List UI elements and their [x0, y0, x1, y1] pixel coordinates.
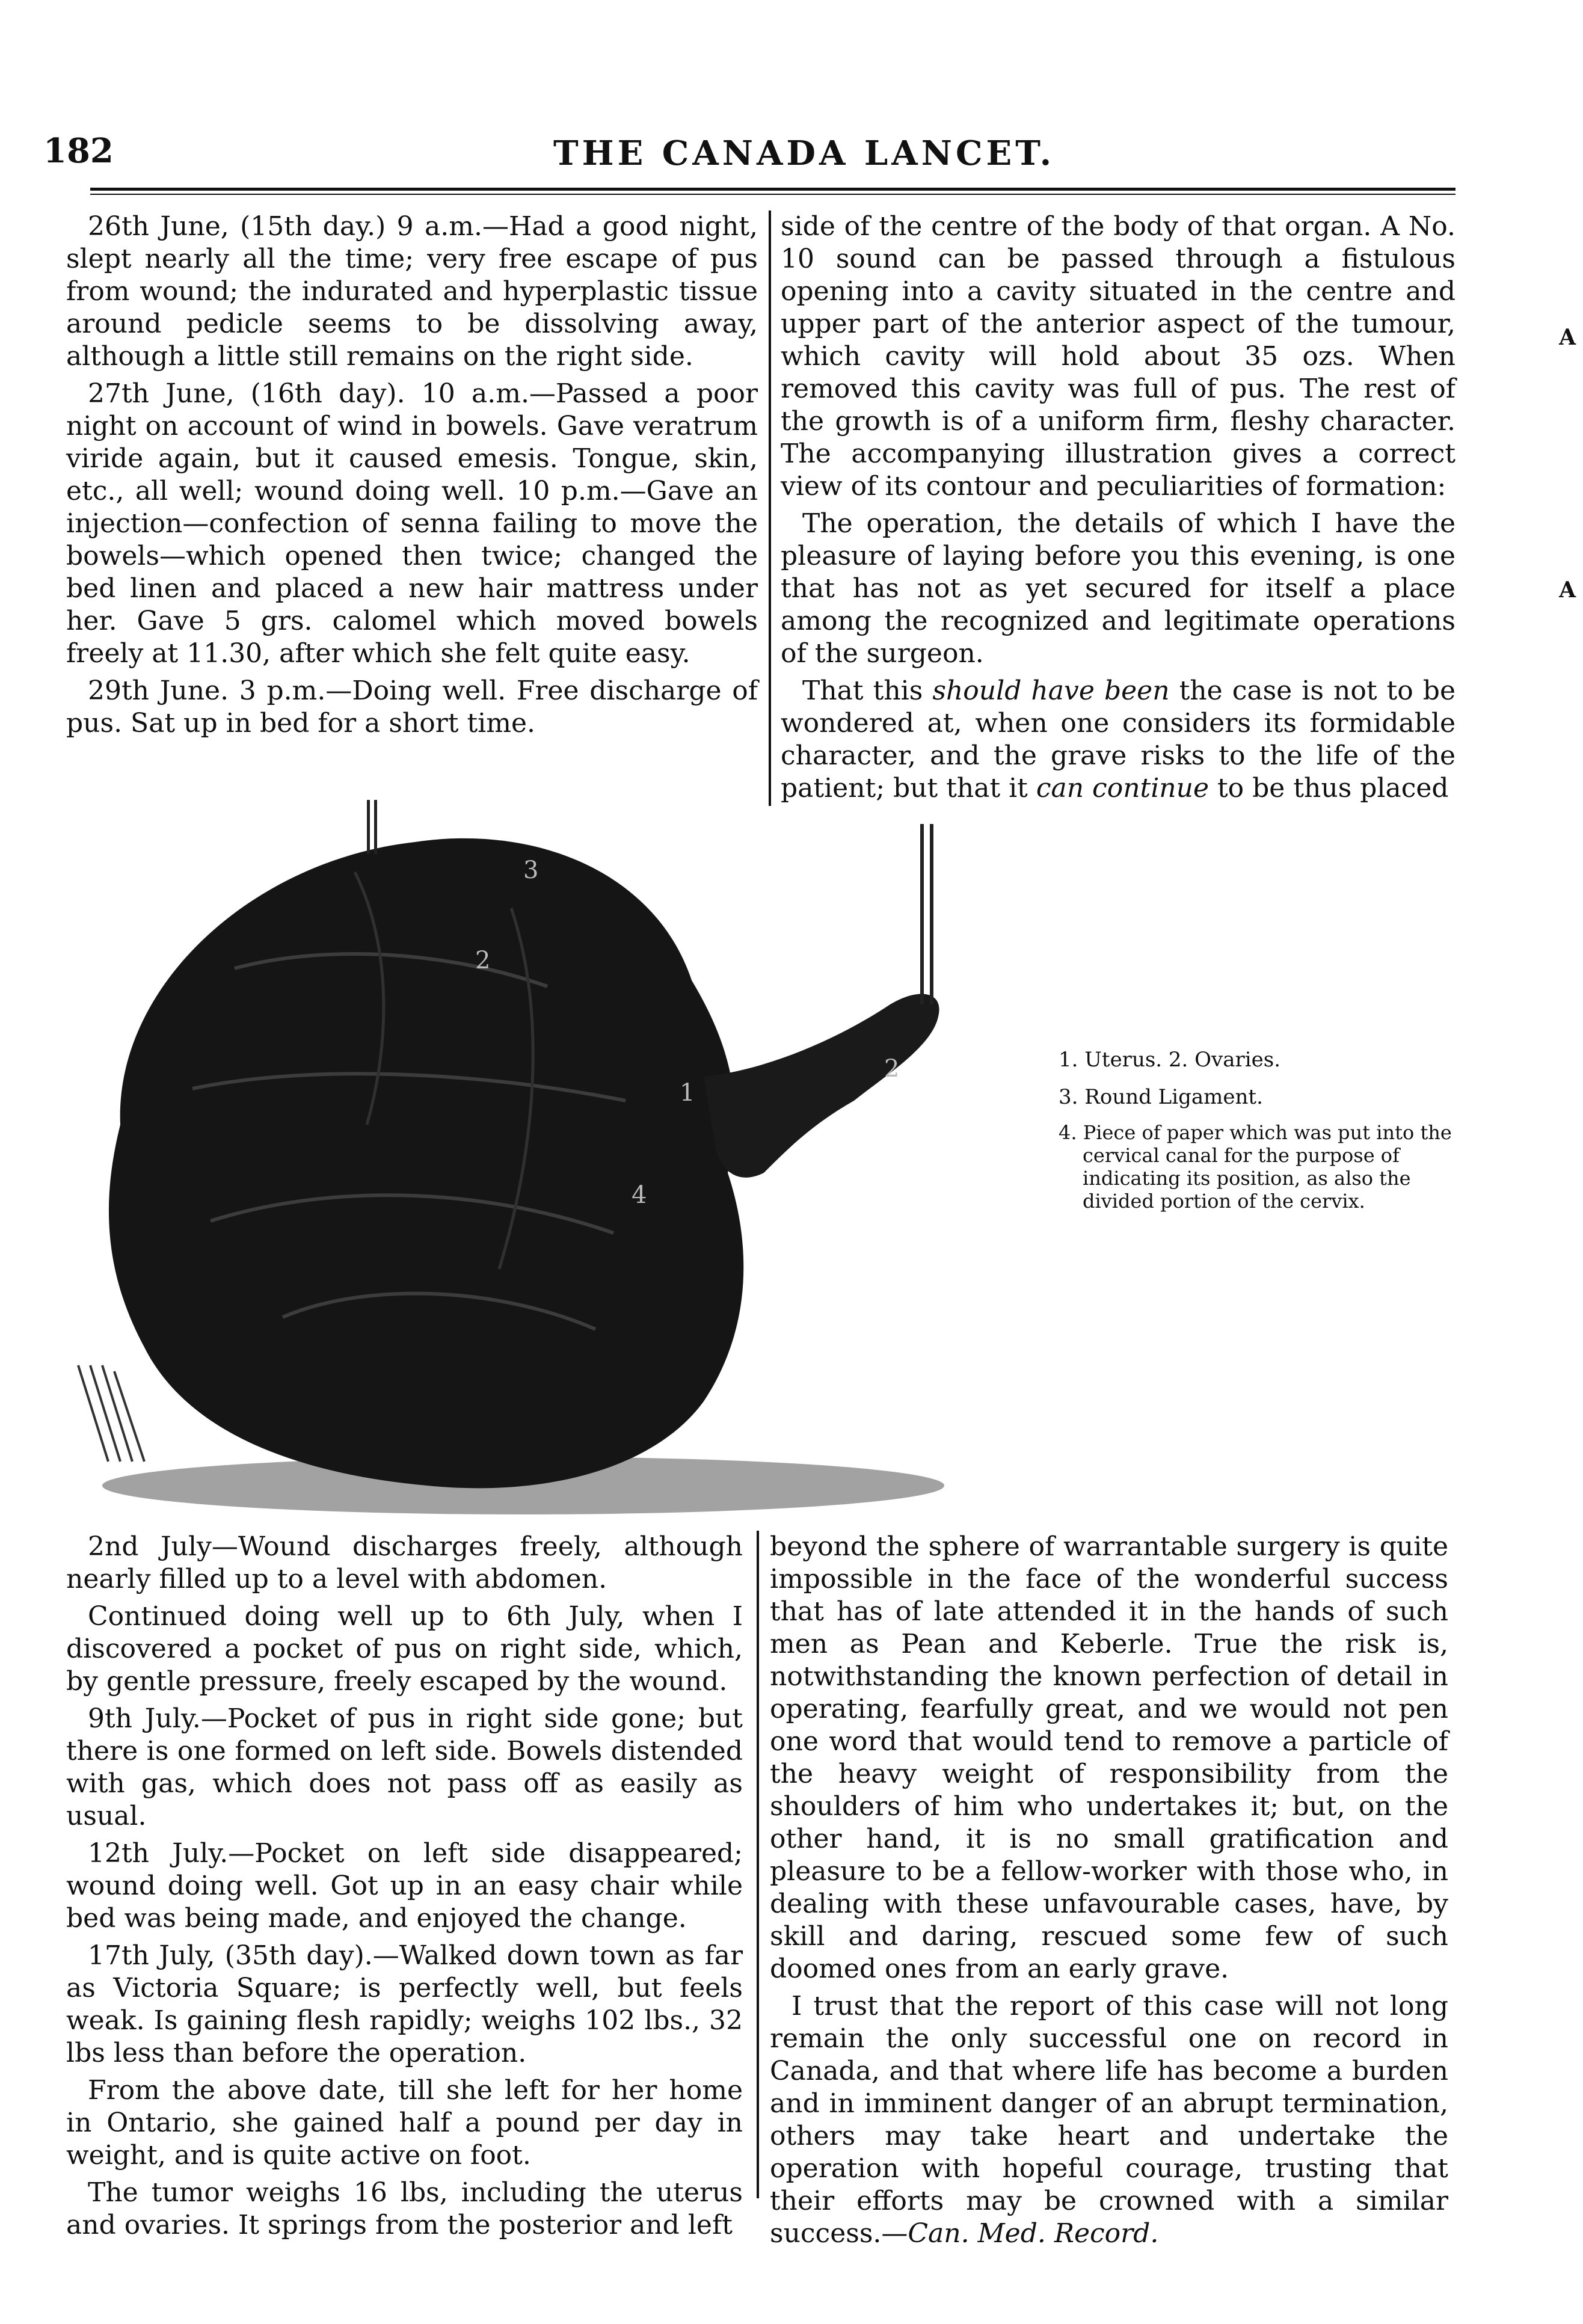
paragraph: 2nd July—Wound discharges freely, although nearly filled up to a level with abdomen.	[66, 1531, 743, 1594]
figure-caption	[1059, 1047, 1455, 1223]
paragraph: beyond the sphere of warrantable surgery is quite impossible in the face of the wonderful success that has of late attended it in the hands of such men as Pean and Keberle. True the risk is, notwithstanding the known perfection of detail in operating, fearfully great, and we would not pen one word that would tend to remove a particle of the heavy weight of responsibility from the shoulders of him who undertakes it; but, on the other hand, it is no small gratification and pleasure to be a fellow-worker with those who, in dealing with these unfavourable cases, have, by skill and daring, rescued some few of such doomed ones from an early grave.	[770, 1531, 1448, 1984]
page-number: 182	[43, 131, 114, 171]
paragraph: 29th June. 3 p.m.—Doing well. Free discharge of pus. Sat up in bed for a short time.	[66, 675, 758, 739]
top-right-column	[781, 211, 1455, 810]
paragraph: The operation, the details of which I have the pleasure of laying before you this evening, is one that has not as yet secured for itself a place among the recognized and legitimate operations of the surgeon.	[781, 508, 1455, 669]
caption-line: 1. Uterus. 2. Ovaries.	[1059, 1048, 1281, 1072]
column-divider-bottom	[757, 1531, 759, 2198]
margin-fragment: A	[1559, 325, 1576, 350]
paragraph: 12th July.—Pocket on left side disappeared; wound doing well. Got up in an easy chair while bed was being made, and enjoyed the change.	[66, 1838, 743, 1934]
tumour-drawing	[54, 788, 1040, 1528]
top-left-column	[66, 211, 758, 745]
paragraph: Continued doing well up to 6th July, when I discovered a pocket of pus on right side, which, by gentle pressure, freely escaped by the wound.	[66, 1601, 743, 1697]
figure-label: 2	[884, 1055, 900, 1083]
column-divider-top	[769, 211, 771, 806]
paragraph: 27th June, (16th day). 10 a.m.—Passed a poor night on account of wind in bowels. Gave veratrum viride again, but it caused emesis. Tongue, skin, etc., all well; wound doing well. 10 p.m.—Gave an injection—confection of senna failing to move the bowels—which opened then twice; changed the bed linen and placed a new hair mattress under her. Gave 5 grs. calomel which moved bowels freely at 11.30, after which she felt quite easy.	[66, 378, 758, 669]
paragraph: That this should have been the case is not to be wondered at, when one considers its formidable character, and the grave risks to the life of the patient; but that it can continue to be thus placed	[781, 675, 1455, 804]
paragraph: 26th June, (15th day.) 9 a.m.—Had a good night, slept nearly all the time; very free escape of pus from wound; the indurated and hyperplastic tissue around pedicle seems to be dissolving away, although a little still remains on the right side.	[66, 211, 758, 372]
paragraph: I trust that the report of this case will not long remain the only successful one on record in Canada, and that where life has become a burden and in imminent danger of an abrupt termination, others may take heart and undertake the operation with hopeful courage, trusting that their efforts may be crowned with a similar success.—Can. Med. Record.	[770, 1991, 1448, 2249]
figure-label: 3	[523, 856, 539, 884]
paragraph: 17th July, (35th day).—Walked down town as far as Victoria Square; is perfectly well, but feels weak. Is gaining flesh rapidly; weighs 102 lbs., 32 lbs less than before the operation.	[66, 1940, 743, 2068]
header-rule-thin	[90, 194, 1455, 195]
running-title: THE CANADA LANCET.	[553, 134, 1056, 173]
paragraph: side of the centre of the body of that organ. A No. 10 sound can be passed through a fistulous opening into a cavity situated in the centre and upper part of the anterior aspect of the tumour, which cavity will hold about 35 ozs. When removed this cavity was full of pus. The rest of the growth is of a uniform firm, fleshy character. The accompanying illustration gives a correct view of its contour and peculiarities of formation:	[781, 211, 1455, 502]
bottom-right-column	[770, 1531, 1448, 2255]
margin-fragment: A	[1559, 577, 1576, 603]
paragraph: From the above date, till she left for her home in Ontario, she gained half a pound per day in weight, and is quite active on foot.	[66, 2075, 743, 2171]
paragraph: The tumor weighs 16 lbs, including the uterus and ovaries. It springs from the posterior and left	[66, 2177, 743, 2240]
figure-label: 1	[680, 1079, 695, 1107]
tumour-illustration	[54, 788, 1040, 1528]
caption-line: 3. Round Ligament.	[1059, 1085, 1263, 1109]
bottom-left-column	[66, 1531, 743, 2246]
paragraph: 9th July.—Pocket of pus in right side gone; but there is one formed on left side. Bowels distended with gas, which does not pass off as easily as usual.	[66, 1703, 743, 1831]
figure-label: 4	[632, 1181, 647, 1209]
caption-line: 4. Piece of paper which was put into the cervical canal for the purpose of indicating its position, as also the divided portion of the cervix.	[1059, 1121, 1452, 1213]
figure-label: 2	[475, 947, 491, 974]
header-rule	[90, 188, 1455, 191]
